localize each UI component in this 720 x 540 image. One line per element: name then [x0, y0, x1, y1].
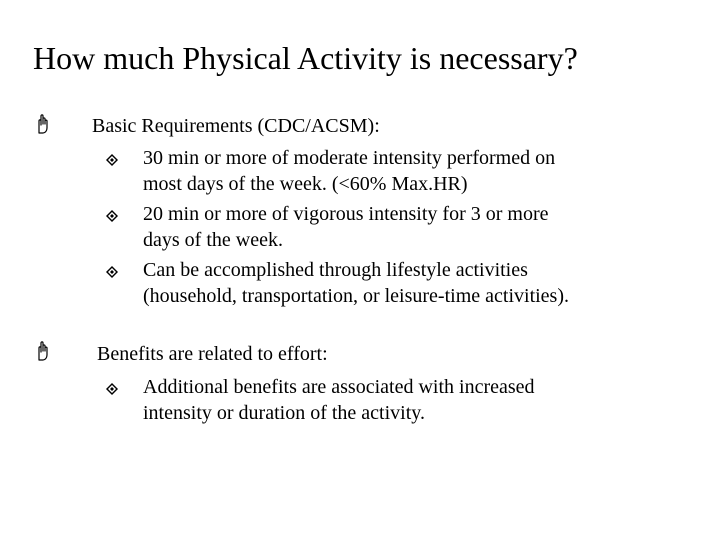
pointing-hand-icon	[34, 340, 52, 362]
diamond-icon	[106, 383, 118, 395]
list-item-line: Additional benefits are associated with increased	[143, 376, 535, 398]
slide-title: How much Physical Activity is necessary?	[33, 40, 578, 76]
pointing-hand-icon	[34, 113, 52, 135]
list-item-line: 20 min or more of vigorous intensity for 3 or more	[143, 203, 549, 225]
section-heading-basic-requirements: Basic Requirements (CDC/ACSM):	[92, 115, 380, 137]
list-item	[143, 145, 703, 197]
diamond-icon	[106, 154, 118, 166]
section-heading-benefits: Benefits are related to effort:	[97, 343, 328, 365]
list-item	[143, 257, 703, 309]
list-item-line: (household, transportation, or leisure-time activities).	[143, 285, 569, 307]
list-item-line: Can be accomplished through lifestyle activities	[143, 259, 528, 281]
list-item	[143, 201, 703, 253]
list-item	[143, 374, 703, 426]
list-item-line: intensity or duration of the activity.	[143, 402, 425, 424]
diamond-icon	[106, 210, 118, 222]
list-item-line: 30 min or more of moderate intensity performed on	[143, 147, 556, 169]
list-item-line: most days of the week. (<60% Max.HR)	[143, 173, 468, 195]
list-item-line: days of the week.	[143, 229, 283, 251]
diamond-icon	[106, 266, 118, 278]
